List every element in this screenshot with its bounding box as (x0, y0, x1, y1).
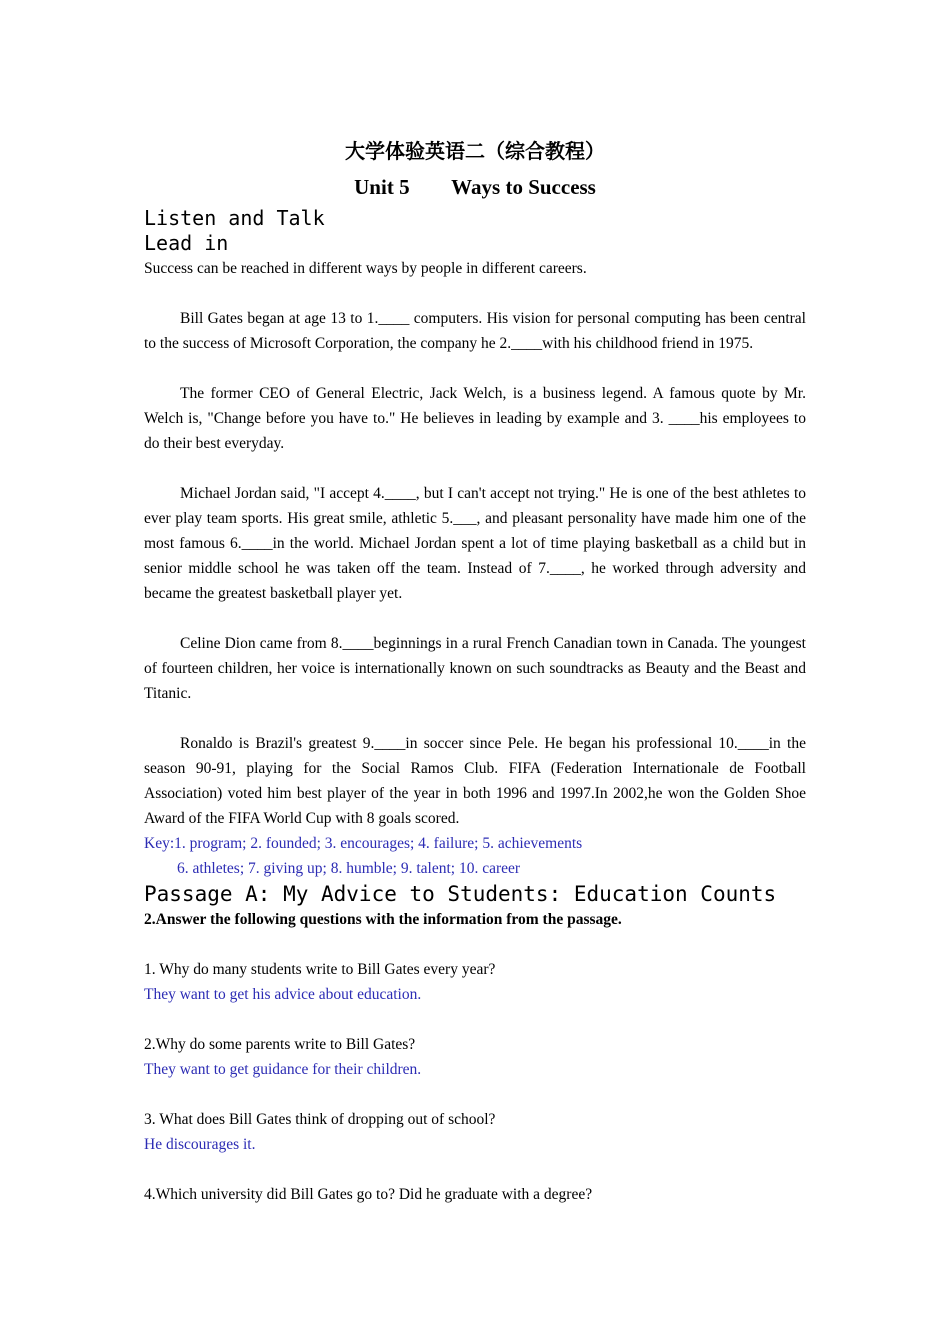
question-4: 4.Which university did Bill Gates go to? Did he graduate with a degree? (144, 1186, 593, 1203)
paragraph-jack-welch: The former CEO of General Electric, Jack Welch, is a business legend. A famous quote by Mr. Welch is, "Change before you have to." He believes in leading by example and 3. ____his employees to do their best everyday. (144, 385, 806, 452)
passage-instruction: 2.Answer the following questions with the information from the passage. (144, 911, 622, 928)
unit-title: Unit 5 Ways to Success (354, 175, 596, 199)
paragraph-ronaldo: Ronaldo is Brazil's greatest 9.____in soccer since Pele. He began his professional 10.____in the season 90-91, playing for the Social Ramos Club. FIFA (Federation Internationale de Football Association) voted him best player of the year in both 1996 and 1997.In 2002,he won the Golden Shoe Award of the FIFA World Cup with 8 goals scored. (144, 735, 806, 827)
answer-1: They want to get his advice about education. (144, 986, 422, 1003)
course-title: 大学体验英语二（综合教程） (345, 139, 605, 163)
passage-heading: Passage A: My Advice to Students: Education Counts (144, 882, 777, 906)
paragraph-michael-jordan: Michael Jordan said, "I accept 4.____, but I can't accept not trying." He is one of the best athletes to ever play team sports. His great smile, athletic 5.___, and pleasant personality have made him one of the most famous 6.____in the world. Michael Jordan spent a lot of time playing basketball as a child but in senior middle school he was taken off the team. Instead of 7.____, he worked through adversity and became the greatest basketball player yet. (144, 485, 806, 602)
answer-3: He discourages it. (144, 1136, 256, 1153)
document-page (144, 134, 806, 1207)
answer-key-line-1: Key:1. program; 2. founded; 3. encourages; 4. failure; 5. achievements (144, 835, 583, 852)
paragraph-celine-dion: Celine Dion came from 8.____beginnings in a rural French Canadian town in Canada. The youngest of fourteen children, her voice is internationally known on such soundtracks as Beauty and the Beast and Titanic. (144, 635, 806, 702)
question-2: 2.Why do some parents write to Bill Gates? (144, 1036, 416, 1053)
question-1: 1. Why do many students write to Bill Gates every year? (144, 961, 496, 978)
answer-2: They want to get guidance for their children. (144, 1061, 422, 1078)
section-heading-listen: Listen and Talk (144, 206, 325, 230)
answer-key-line-2: 6. athletes; 7. giving up; 8. humble; 9. talent; 10. career (177, 860, 521, 877)
intro-text: Success can be reached in different ways by people in different careers. (144, 260, 587, 277)
subsection-heading-lead-in: Lead in (144, 231, 229, 255)
question-3: 3. What does Bill Gates think of dropping out of school? (144, 1111, 496, 1128)
paragraph-bill-gates: Bill Gates began at age 13 to 1.____ computers. His vision for personal computing has been central to the success of Microsoft Corporation, the company he 2.____with his childhood friend in 1975. (144, 310, 806, 352)
